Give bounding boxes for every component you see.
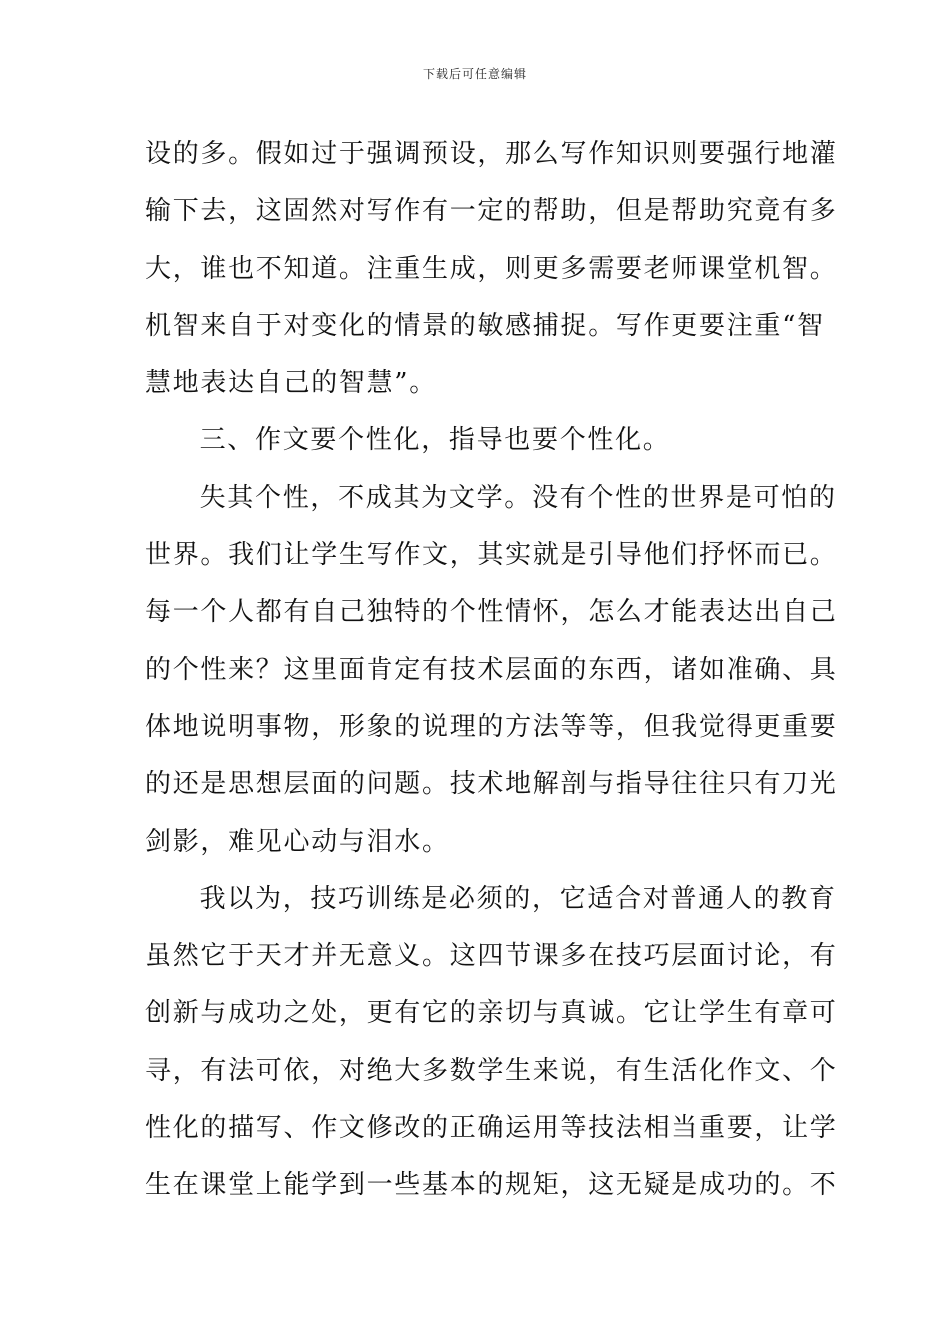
text-line: 创新与成功之处，更有它的亲切与真诚。它让学生有章可: [145, 998, 838, 1029]
paragraph-3: [145, 470, 838, 871]
text-line: 失其个性，不成其为文学。没有个性的世界是可怕的: [199, 482, 837, 513]
text-line: 剑影，难见心动与泪水。: [145, 826, 450, 857]
text-line: 机智来自于对变化的情景的敏感捕捉。写作更要注重“智: [145, 310, 825, 341]
body-text: [145, 126, 838, 1215]
text-line: 慧地表达自己的智慧”。: [145, 368, 437, 399]
text-line: 输下去，这固然对写作有一定的帮助，但是帮助究竟有多: [145, 196, 838, 227]
text-line: 世界。我们让学生写作文，其实就是引导他们抒怀而已。: [145, 540, 838, 571]
text-line: 每一个人都有自己独特的个性情怀，怎么才能表达出自己: [145, 597, 838, 628]
page-header: 下载后可任意编辑: [422, 67, 527, 81]
text-line: 的还是思想层面的问题。技术地解剖与指导往往只有刀光: [145, 769, 838, 800]
text-line: 寻，有法可依，对绝大多数学生来说，有生活化作文、个: [145, 1055, 838, 1086]
paragraph-2-heading: [145, 412, 808, 469]
text-line: 的个性来？这里面肯定有技术层面的东西，诸如准确、具: [145, 654, 838, 685]
text-line: 大，谁也不知道。注重生成，则更多需要老师课堂机智。: [145, 253, 838, 284]
text-line: 虽然它于天才并无意义。这四节课多在技巧层面讨论，有: [145, 941, 838, 972]
text-line: 设的多。假如过于强调预设，那么写作知识则要强行地灌: [145, 139, 838, 169]
text-line: 体地说明事物，形象的说理的方法等等，但我觉得更重要: [145, 711, 838, 742]
paragraph-1: [145, 126, 838, 412]
text-line: 生在课堂上能学到一些基本的规矩，这无疑是成功的。不: [145, 1170, 838, 1201]
paragraph-4: [145, 871, 838, 1215]
section-heading: 三、作文要个性化，指导也要个性化。: [199, 425, 671, 456]
text-line: 我以为，技巧训练是必须的，它适合对普通人的教育: [199, 883, 837, 914]
text-line: 性化的描写、作文修改的正确运用等技法相当重要，让学: [145, 1113, 838, 1144]
